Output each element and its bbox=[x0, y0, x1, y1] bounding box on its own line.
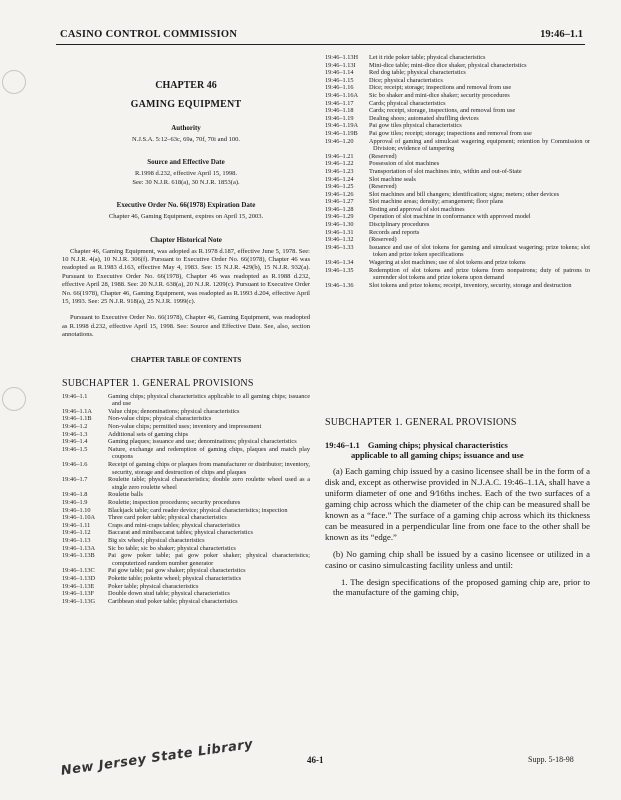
toc-section-number: 19:46–1.10 bbox=[62, 506, 91, 514]
toc-entry bbox=[62, 545, 310, 553]
toc-list-left bbox=[62, 393, 310, 606]
section-heading bbox=[325, 440, 590, 460]
toc-section-number: 19:46–1.13C bbox=[62, 567, 95, 575]
toc-entry bbox=[325, 130, 590, 138]
toc-entry bbox=[62, 507, 310, 515]
toc-section-number: 19:46–1.17 bbox=[325, 99, 354, 107]
toc-entry bbox=[325, 100, 590, 108]
toc-section-title: Nature, exchange and redemption of gaming chips, plaques and match play coupons bbox=[108, 445, 310, 461]
toc-section-title: Value chips; denominations; physical characteristics bbox=[108, 407, 240, 415]
toc-entry bbox=[325, 77, 590, 85]
authority-heading: Authority bbox=[171, 124, 201, 132]
toc-section-number: 19:46–1.13E bbox=[62, 582, 95, 590]
toc-entry bbox=[62, 431, 310, 439]
toc-list-right bbox=[325, 54, 590, 289]
toc-entry bbox=[62, 415, 310, 423]
toc-section-number: 19:46–1.28 bbox=[325, 205, 354, 213]
toc-entry bbox=[62, 461, 310, 476]
toc-entry bbox=[325, 168, 590, 176]
toc-section-number: 19:46–1.27 bbox=[325, 198, 354, 206]
toc-section-title: Blackjack table; card reader device; physical characteristics; inspection bbox=[108, 506, 288, 514]
toc-section-title: Redemption of slot tokens and prize tokens from nonpatrons; duty of patrons to surrender slot tokens and prize tokens upon demand bbox=[369, 266, 590, 282]
toc-section-title: Dice; receipt; storage; inspections and removal from use bbox=[369, 84, 512, 92]
toc-entry bbox=[62, 567, 310, 575]
toc-section-title: Three card poker table; physical characteristics bbox=[108, 514, 227, 522]
paragraph-b-1: 1. The design specifications of the proposed gaming chip are, prior to the manufacture of the gaming chip, bbox=[333, 576, 590, 598]
toc-entry bbox=[325, 236, 590, 244]
toc-entry bbox=[62, 514, 310, 522]
toc-section-title: Slot tokens and prize tokens; receipt, inventory, security, storage and destruction bbox=[369, 281, 572, 289]
toc-entry bbox=[325, 267, 590, 282]
toc-section-title: Testing and approval of slot machines bbox=[369, 205, 465, 213]
toc-section-number: 19:46–1.19B bbox=[325, 129, 358, 137]
toc-entry bbox=[62, 491, 310, 499]
toc-entry bbox=[62, 537, 310, 545]
toc-section-title: Dealing shoes; automated shuffling devices bbox=[369, 114, 479, 122]
toc-section-title: Baccarat and minibaccarat tables; physical characteristics bbox=[108, 529, 253, 537]
toc-section-title: Let it ride poker table; physical characteristics bbox=[369, 54, 486, 61]
executive-order-heading: Executive Order No. 66(1978) Expiration Date bbox=[116, 201, 256, 210]
chapter-number: CHAPTER 46 bbox=[155, 80, 217, 91]
section-title-line-1: Gaming chips; physical characteristics bbox=[367, 440, 508, 451]
toc-section-number: 19:46–1.23 bbox=[325, 167, 354, 175]
toc-section-number: 19:46–1.13H bbox=[325, 54, 359, 61]
supplement-date: Supp. 5-18-98 bbox=[528, 755, 574, 764]
toc-section-title: Possession of slot machines bbox=[369, 160, 440, 168]
toc-section-number: 19:46–1.15 bbox=[325, 76, 354, 84]
historical-note-text-2: Pursuant to Executive Order No. 66(1978), Chapter 46, Gaming Equipment, was readopted as R.1998 d.232, effective April 15, 1998. See: Source and Effective Date. See, also, section annotations. bbox=[62, 314, 310, 339]
toc-entry bbox=[325, 198, 590, 206]
toc-section-number: 19:46–1.30 bbox=[325, 221, 354, 229]
toc-section-number: 19:46–1.31 bbox=[325, 228, 354, 236]
toc-section-title: Slot machine seals bbox=[369, 175, 416, 183]
toc-section-title: Sic bo shaker and mini-dice shaker; security procedures bbox=[369, 91, 510, 99]
column-gap bbox=[325, 289, 590, 403]
toc-section-number: 19:46–1.13D bbox=[62, 574, 96, 582]
toc-entry bbox=[325, 213, 590, 221]
toc-section-number: 19:46–1.24 bbox=[325, 175, 354, 183]
toc-section-title: Cards; physical characteristics bbox=[369, 99, 446, 107]
toc-entry bbox=[325, 92, 590, 100]
table-of-contents-title: CHAPTER TABLE OF CONTENTS bbox=[130, 355, 242, 364]
historical-note-text-1: Chapter 46, Gaming Equipment, was adopted as R.1978 d.187, effective June 5, 1978. See: 10 N.J.R. 4(a), 10 N.J.R. 306(f). Pursuant to Executive Order No. 66(1978), Chapter 46 was readopted as R.1983 d.163, effective May 4, 1983. See: 15 N.J.R. 429(b), 15 N.J.R. 932(a). Pursuant to Executive Order No. 66(1978), Chapter 46 was readopted as R.1988 d.232, effective April 28, 1988. See: 20 N.J.R. 638(a), 20 N.J.R. 1209(c). Pursuant to Executive Order No. 66(1978), Chapter 46, Gaming Equipment, was readopted as R.1993 d.204, effective April 15, 1993. See: 25 N.J.R. 918(a), 25 N.J.R. 1999(c). bbox=[62, 247, 310, 306]
toc-section-title: Pai gow tiles physical characteristics bbox=[369, 122, 462, 130]
toc-section-number: 19:46–1.13 bbox=[62, 536, 91, 544]
toc-entry bbox=[325, 153, 590, 161]
toc-section-number: 19:46–1.13B bbox=[62, 552, 95, 560]
toc-entry bbox=[325, 160, 590, 168]
section-title-line-2: applicable to all gaming chips; issuance and use bbox=[351, 450, 524, 461]
toc-section-title: Roulette balls bbox=[108, 491, 143, 499]
toc-section-number: 19:46–1.25 bbox=[325, 183, 354, 191]
toc-section-number: 19:46–1.13I bbox=[325, 61, 356, 69]
toc-section-number: 19:46–1.18 bbox=[325, 107, 354, 115]
toc-entry bbox=[62, 476, 310, 491]
toc-section-title: Non-value chips; physical characteristics bbox=[108, 415, 212, 423]
toc-entry bbox=[62, 583, 310, 591]
toc-entry bbox=[62, 529, 310, 537]
page-number: 46-1 bbox=[307, 755, 324, 765]
toc-entry bbox=[62, 598, 310, 606]
header-rule bbox=[56, 44, 585, 45]
toc-section-title: Slot machines and bill changers; identification; signs; meters; other devices bbox=[369, 190, 560, 198]
toc-section-number: 19:46–1.20 bbox=[325, 137, 354, 145]
toc-section-title: Wagering at slot machines; use of slot tokens and prize tokens bbox=[369, 259, 526, 267]
left-column bbox=[62, 54, 310, 605]
toc-section-title: Approval of gaming and simulcast wagering equipment; retention by Commission or Division; evidence of tampering bbox=[369, 137, 590, 153]
toc-section-number: 19:46–1.33 bbox=[325, 243, 354, 251]
toc-entry bbox=[62, 552, 310, 567]
toc-section-title: Sic bo table; sic bo shaker; physical characteristics bbox=[108, 544, 236, 552]
executive-order-text: Chapter 46, Gaming Equipment, expires on April 15, 2003. bbox=[108, 213, 264, 221]
authority-text: N.J.S.A. 5:12–63c, 69a, 70f, 70i and 100. bbox=[132, 136, 240, 143]
toc-section-number: 19:46–1.19 bbox=[325, 114, 354, 122]
running-header-right: 19:46–1.1 bbox=[540, 29, 583, 40]
paragraph-a: (a) Each gaming chip issued by a casino licensee shall be in the form of a disk and, except as otherwise provided in N.J.A.C. 19:46–1.1A, shall have a uniform diameter of one and 9⁄16ths inches. Each of the two surfaces of a gaming chip across which the diameter of the chip can be measured shall be known as a “face.” The surface of a gaming chip across which its thickness can be measured in a perpendicular line from one face to the other shall be known as its “edge.” bbox=[325, 466, 590, 542]
toc-section-title: (Reserved) bbox=[369, 236, 397, 244]
toc-entry bbox=[325, 115, 590, 123]
toc-section-number: 19:46–1.13F bbox=[62, 590, 95, 598]
subchapter-heading-body: SUBCHAPTER 1. GENERAL PROVISIONS bbox=[325, 417, 517, 429]
toc-entry bbox=[62, 499, 310, 507]
toc-section-number: 19:46–1.9 bbox=[62, 499, 88, 506]
toc-section-number: 19:46–1.21 bbox=[325, 152, 354, 160]
toc-entry bbox=[325, 206, 590, 214]
toc-section-number: 19:46–1.3 bbox=[62, 430, 88, 438]
toc-entry bbox=[62, 438, 310, 446]
toc-section-number: 19:46–1.13G bbox=[62, 597, 96, 605]
toc-entry bbox=[325, 244, 590, 259]
source-text-2: See: 30 N.J.R. 618(a), 30 N.J.R. 1853(a). bbox=[132, 178, 240, 186]
toc-entry bbox=[62, 522, 310, 530]
paragraph-b: (b) No gaming chip shall be issued by a casino licensee or utilized in a casino or casino simulcasting facility unless and until: bbox=[325, 548, 590, 570]
toc-section-title: Pai gow table; pai gow shaker; physical characteristics bbox=[108, 567, 246, 575]
section-number: 19:46–1.1 bbox=[325, 440, 360, 451]
toc-section-title: Caribbean stud poker table; physical characteristics bbox=[108, 597, 238, 605]
toc-section-title: Gaming plaques; issuance and use; denominations; physical characteristics bbox=[108, 438, 297, 446]
toc-section-number: 19:46–1.2 bbox=[62, 423, 88, 431]
toc-entry bbox=[325, 54, 590, 62]
toc-entry bbox=[62, 590, 310, 598]
right-column bbox=[325, 54, 590, 598]
toc-entry bbox=[62, 393, 310, 408]
toc-section-title: Cards; receipt, storage, inspections, and removal from use bbox=[369, 107, 516, 115]
toc-entry bbox=[325, 62, 590, 70]
toc-section-title: Double down stud table; physical characteristics bbox=[108, 590, 230, 598]
toc-section-title: Pokette table; pokette wheel; physical characteristics bbox=[108, 574, 242, 582]
toc-section-number: 19:46–1.1B bbox=[62, 415, 92, 423]
toc-entry bbox=[325, 69, 590, 77]
toc-entry bbox=[325, 282, 590, 290]
subchapter-heading: SUBCHAPTER 1. GENERAL PROVISIONS bbox=[62, 377, 254, 389]
toc-entry bbox=[325, 122, 590, 130]
toc-section-number: 19:46–1.34 bbox=[325, 259, 354, 267]
toc-entry bbox=[62, 423, 310, 431]
toc-section-title: Mini-dice table; mini-dice dice shaker, physical characteristics bbox=[369, 61, 527, 69]
toc-section-number: 19:46–1.12 bbox=[62, 529, 91, 537]
toc-section-title: Slot machine areas; density; arrangement; floor plans bbox=[369, 198, 504, 206]
toc-section-title: (Reserved) bbox=[369, 183, 397, 191]
toc-section-number: 19:46–1.13A bbox=[62, 544, 96, 552]
punch-hole-middle bbox=[2, 387, 26, 411]
toc-section-number: 19:46–1.16A bbox=[325, 91, 359, 99]
toc-section-title: Dice; physical characteristics bbox=[369, 76, 443, 84]
toc-section-number: 19:46–1.19A bbox=[325, 122, 359, 130]
toc-section-title: Roulette; inspection procedures; security procedures bbox=[108, 499, 241, 506]
historical-note-heading: Chapter Historical Note bbox=[150, 235, 222, 244]
toc-section-number: 19:46–1.5 bbox=[62, 445, 88, 453]
toc-section-number: 19:46–1.4 bbox=[62, 438, 88, 446]
source-text-1: R.1998 d.232, effective April 15, 1998. bbox=[134, 170, 238, 178]
toc-section-title: Craps and mini-craps tables; physical characteristics bbox=[108, 521, 241, 529]
toc-section-title: Receipt of gaming chips or plaques from manufacturer or distributor; inventory, security, storage and destruction of chips and plaques bbox=[108, 461, 310, 476]
toc-section-title: Pai gow poker table; pai gow poker shaker; physical characteristics; computerized random number generator bbox=[108, 552, 310, 567]
toc-section-title: (Reserved) bbox=[369, 152, 397, 160]
toc-section-number: 19:46–1.10A bbox=[62, 514, 96, 522]
toc-section-title: Non-value chips; permitted uses; inventory and impressment bbox=[108, 423, 262, 431]
toc-section-number: 19:46–1.32 bbox=[325, 236, 354, 244]
toc-entry bbox=[325, 229, 590, 237]
toc-section-title: Roulette table; physical characteristics; double zero roulette wheel used as a single zero roulette wheel bbox=[108, 476, 310, 491]
toc-entry bbox=[325, 84, 590, 92]
toc-section-number: 19:46–1.6 bbox=[62, 461, 88, 469]
toc-section-title: Red dog table; physical characteristics bbox=[369, 69, 466, 77]
toc-section-title: Disciplinary procedures bbox=[369, 221, 430, 229]
toc-entry bbox=[325, 107, 590, 115]
toc-entry bbox=[325, 183, 590, 191]
toc-entry bbox=[325, 191, 590, 199]
toc-section-title: Operation of slot machine in conformance with approved model bbox=[369, 213, 531, 221]
toc-section-title: Issuance and use of slot tokens for gaming and simulcast wagering; prize tokens; slot token and prize token specifications bbox=[369, 243, 590, 259]
toc-section-number: 19:46–1.8 bbox=[62, 491, 88, 499]
toc-section-number: 19:46–1.29 bbox=[325, 213, 354, 221]
toc-section-number: 19:46–1.11 bbox=[62, 521, 91, 529]
punch-hole-top bbox=[2, 70, 26, 94]
toc-section-number: 19:46–1.1 bbox=[62, 392, 88, 400]
chapter-title: GAMING EQUIPMENT bbox=[130, 99, 242, 110]
toc-section-number: 19:46–1.14 bbox=[325, 69, 354, 77]
toc-section-title: Additional sets of gaming chips bbox=[108, 430, 189, 438]
toc-section-number: 19:46–1.16 bbox=[325, 84, 354, 92]
toc-section-title: Poker table; physical characteristics bbox=[108, 582, 199, 590]
toc-entry bbox=[325, 259, 590, 267]
library-stamp: New Jersey State Library bbox=[60, 737, 255, 779]
toc-entry bbox=[62, 408, 310, 416]
toc-entry bbox=[325, 176, 590, 184]
toc-entry bbox=[325, 138, 590, 153]
toc-entry bbox=[62, 446, 310, 461]
toc-entry bbox=[62, 575, 310, 583]
toc-section-title: Records and reports bbox=[369, 228, 420, 236]
source-heading: Source and Effective Date bbox=[147, 158, 225, 167]
toc-entry bbox=[325, 221, 590, 229]
toc-section-title: Gaming chips; physical characteristics applicable to all gaming chips; issuance and use bbox=[108, 392, 310, 408]
toc-section-number: 19:46–1.36 bbox=[325, 281, 354, 289]
toc-section-number: 19:46–1.35 bbox=[325, 266, 354, 274]
toc-section-title: Pai gow tiles; receipt; storage; inspections and removal from use bbox=[369, 129, 532, 137]
toc-section-number: 19:46–1.1A bbox=[62, 407, 92, 415]
toc-section-title: Big six wheel; physical characteristics bbox=[108, 536, 205, 544]
toc-section-number: 19:46–1.26 bbox=[325, 190, 354, 198]
toc-section-number: 19:46–1.7 bbox=[62, 476, 88, 484]
toc-section-title: Transportation of slot machines into, within and out-of-State bbox=[369, 167, 522, 175]
toc-section-number: 19:46–1.22 bbox=[325, 160, 354, 168]
running-header-left: CASINO CONTROL COMMISSION bbox=[60, 29, 238, 40]
